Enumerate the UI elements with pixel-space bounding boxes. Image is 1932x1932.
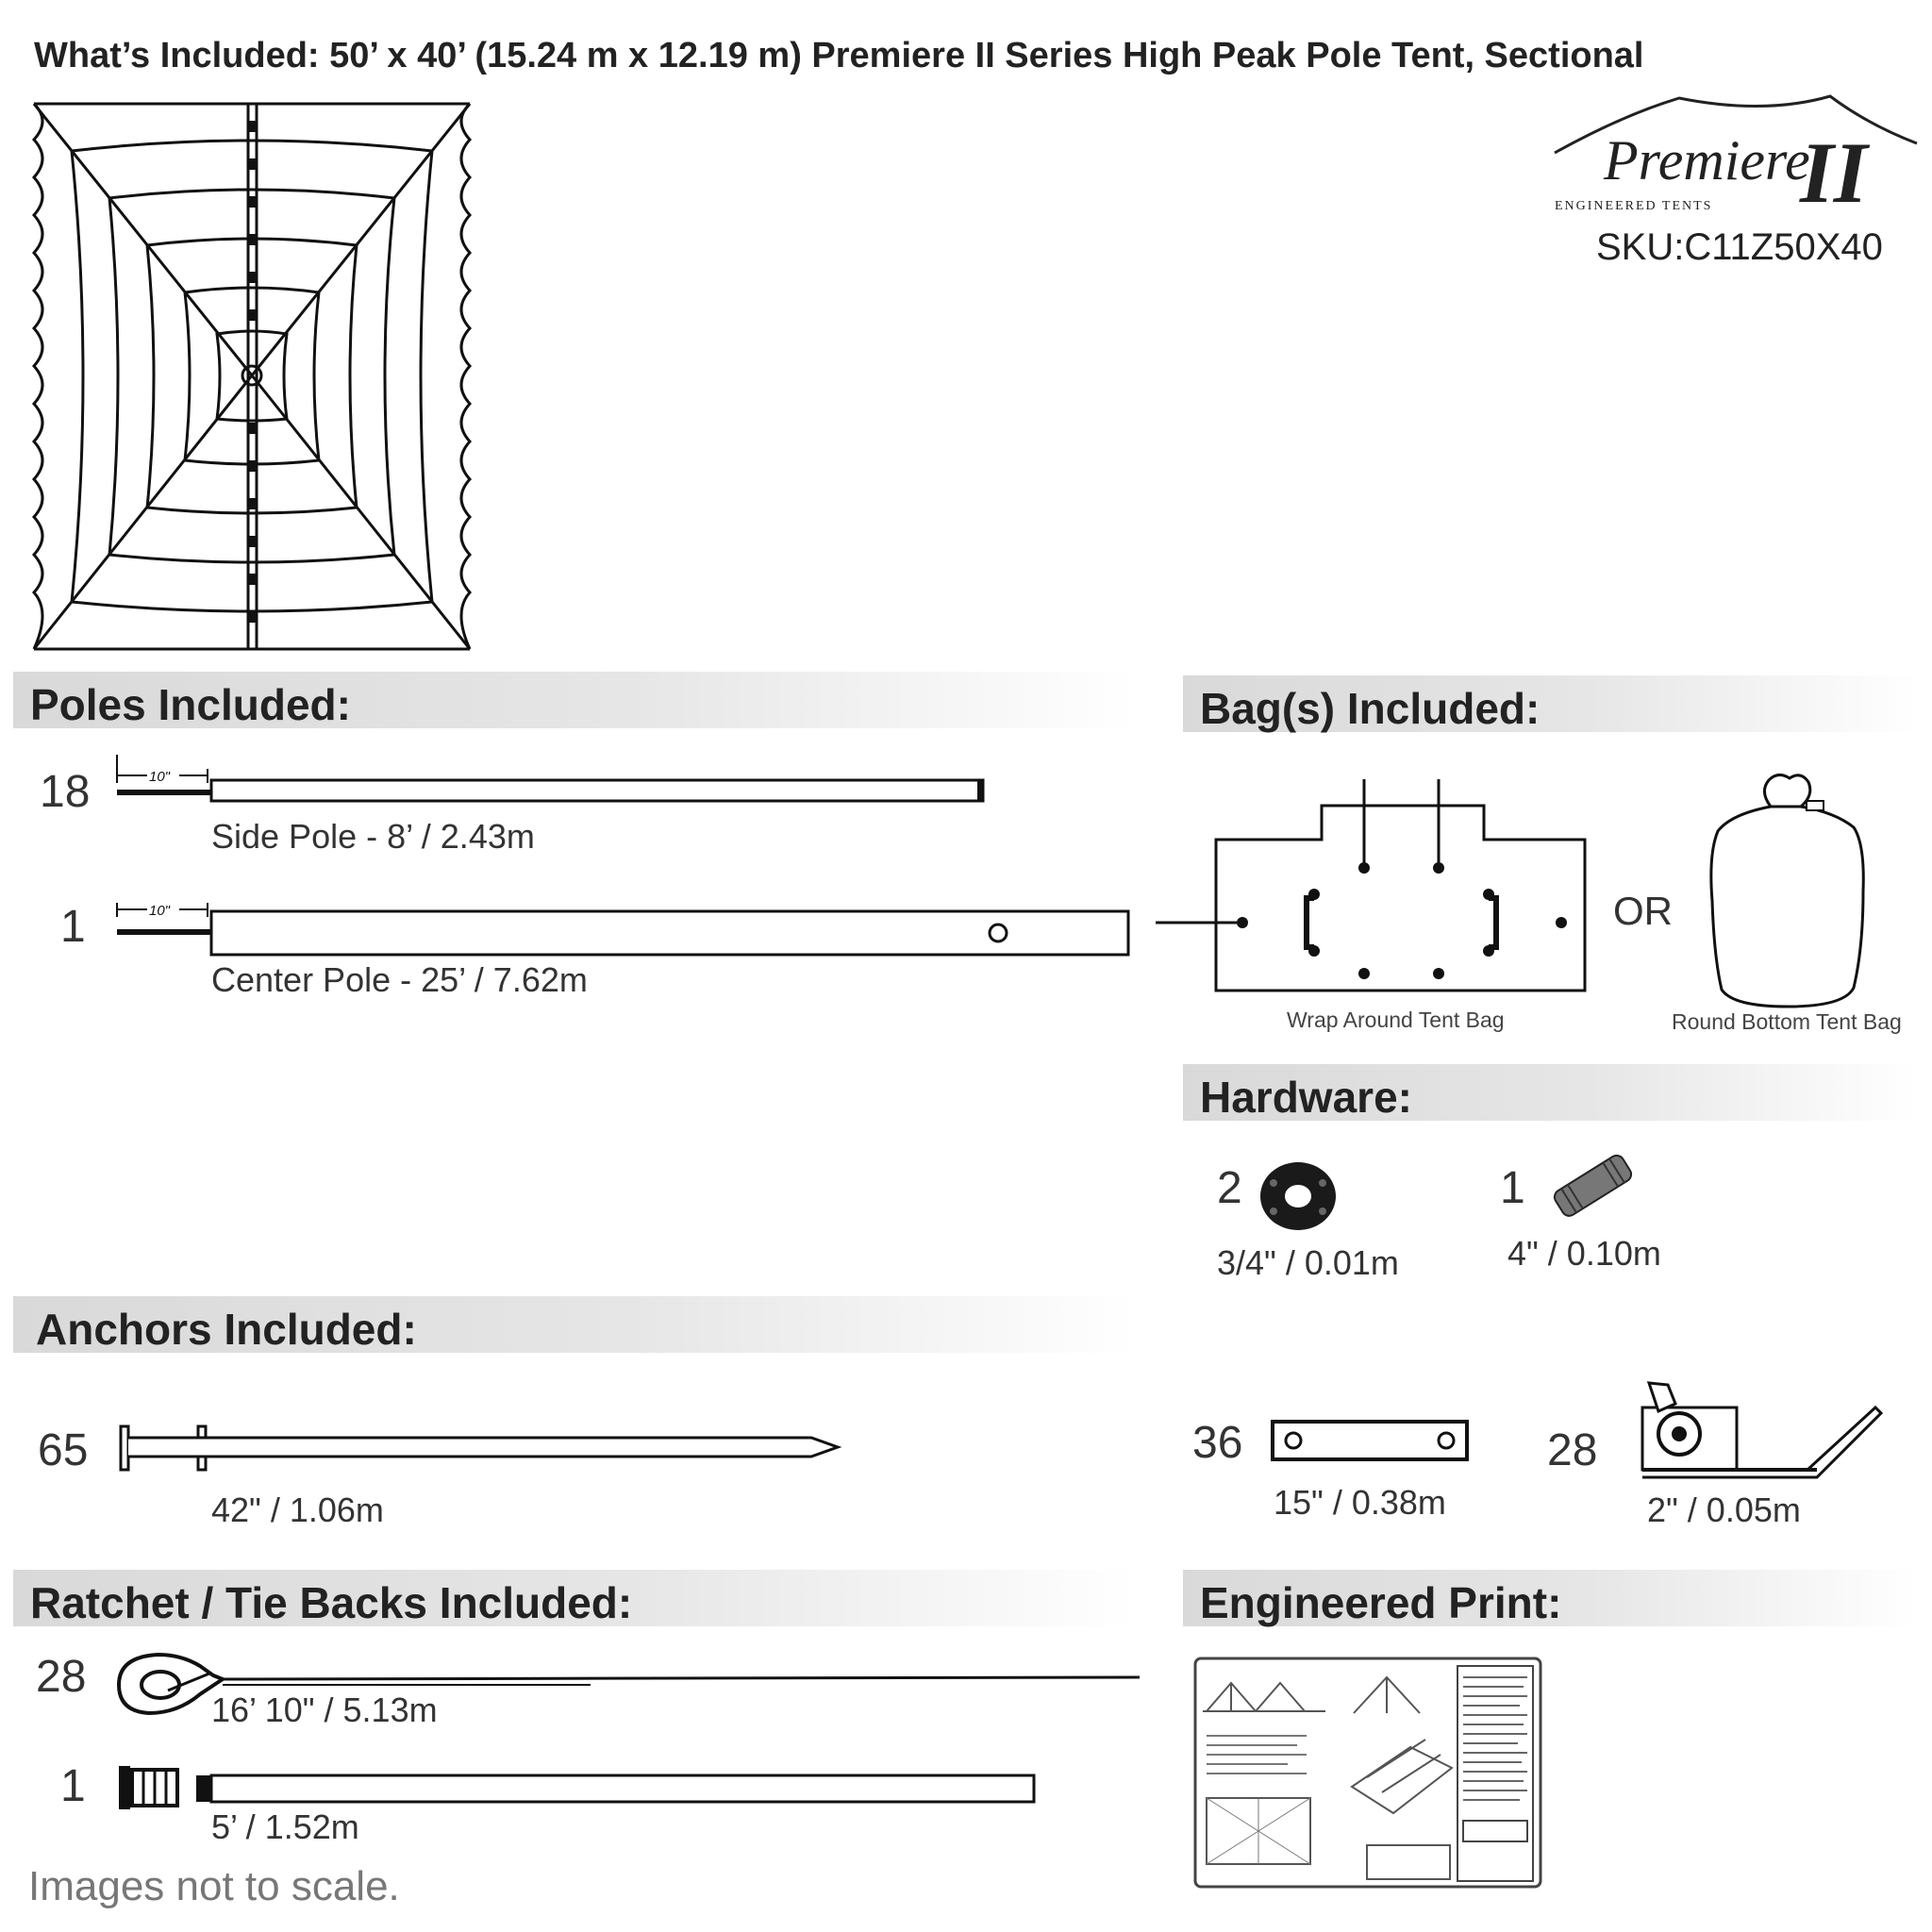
- tent-top-view-diagram: [32, 102, 472, 651]
- poles-heading: Poles Included:: [30, 680, 351, 729]
- hardware-flange-label: 3/4" / 0.01m: [1217, 1243, 1399, 1282]
- logo-roman-numeral: II: [1800, 125, 1868, 221]
- stake-qty: 65: [38, 1425, 89, 1475]
- ratchet-plate-qty: 28: [1547, 1425, 1598, 1475]
- sku-label: SKU:C11Z50X40: [1596, 226, 1883, 268]
- ratchet-strap-label: 5’ / 1.52m: [211, 1807, 359, 1846]
- side-pole-qty: 18: [40, 767, 91, 817]
- center-pole-label: Center Pole - 25’ / 7.62m: [211, 960, 588, 999]
- wrap-around-bag-icon: [1156, 774, 1599, 1000]
- tie-back-qty: 28: [36, 1652, 87, 1702]
- hardware-heading: Hardware:: [1200, 1073, 1412, 1122]
- hardware-nipple-qty: 1: [1500, 1163, 1525, 1213]
- side-pole-dim-mark: 10": [149, 769, 171, 785]
- logo-brand-mark: Premiere: [1604, 129, 1810, 192]
- engineered-print-thumbnail: [1193, 1657, 1544, 1890]
- stake-icon: [117, 1421, 843, 1477]
- ratchet-plate-label: 2" / 0.05m: [1647, 1491, 1801, 1529]
- ratchet-plate-icon: [1638, 1379, 1883, 1477]
- round-bottom-bag-icon: [1703, 769, 1873, 1010]
- bags-or-text: OR: [1613, 889, 1673, 933]
- center-pole-qty: 1: [60, 902, 86, 952]
- print-heading: Engineered Print:: [1200, 1578, 1562, 1627]
- poles-section-header: [13, 672, 1136, 728]
- hardware-nipple-label: 4" / 0.10m: [1507, 1234, 1661, 1273]
- tie-plate-icon: [1270, 1419, 1472, 1464]
- center-pole-dim-mark: 10": [149, 903, 171, 919]
- tie-back-label: 16’ 10" / 5.13m: [211, 1690, 438, 1729]
- scale-disclaimer: Images not to scale.: [28, 1863, 400, 1909]
- stake-label: 42" / 1.06m: [211, 1491, 384, 1529]
- anchors-section-header: [13, 1296, 1136, 1353]
- round-bottom-bag-label: Round Bottom Tent Bag: [1672, 1009, 1902, 1034]
- premiere-logo: [1547, 87, 1924, 228]
- print-section-header: [1183, 1570, 1919, 1626]
- center-pole-drawing: [113, 891, 1141, 958]
- tie-plate-label: 15" / 0.38m: [1274, 1483, 1446, 1522]
- logo-tagline: ENGINEERED TENTS: [1555, 199, 1713, 213]
- tie-plate-qty: 36: [1192, 1418, 1243, 1468]
- pipe-nipple-icon: [1545, 1149, 1640, 1221]
- side-pole-label: Side Pole - 8’ / 2.43m: [211, 817, 535, 856]
- wrap-around-bag-label: Wrap Around Tent Bag: [1287, 1008, 1505, 1032]
- ratchets-section-header: [13, 1570, 1136, 1626]
- hardware-flange-qty: 2: [1217, 1163, 1242, 1213]
- side-pole-drawing: [113, 755, 991, 811]
- bags-section-header: [1183, 675, 1919, 732]
- flange-icon: [1257, 1155, 1341, 1234]
- page-title: What’s Included: 50’ x 40’ (15.24 m x 12.19 m) Premiere II Series High Peak Pole Tent, Sectional: [34, 36, 1644, 75]
- bags-heading: Bag(s) Included:: [1200, 684, 1541, 733]
- ratchet-strap-qty: 1: [60, 1761, 86, 1811]
- hardware-section-header: [1183, 1064, 1919, 1121]
- anchors-heading: Anchors Included:: [36, 1305, 417, 1354]
- ratchets-heading: Ratchet / Tie Backs Included:: [30, 1578, 633, 1627]
